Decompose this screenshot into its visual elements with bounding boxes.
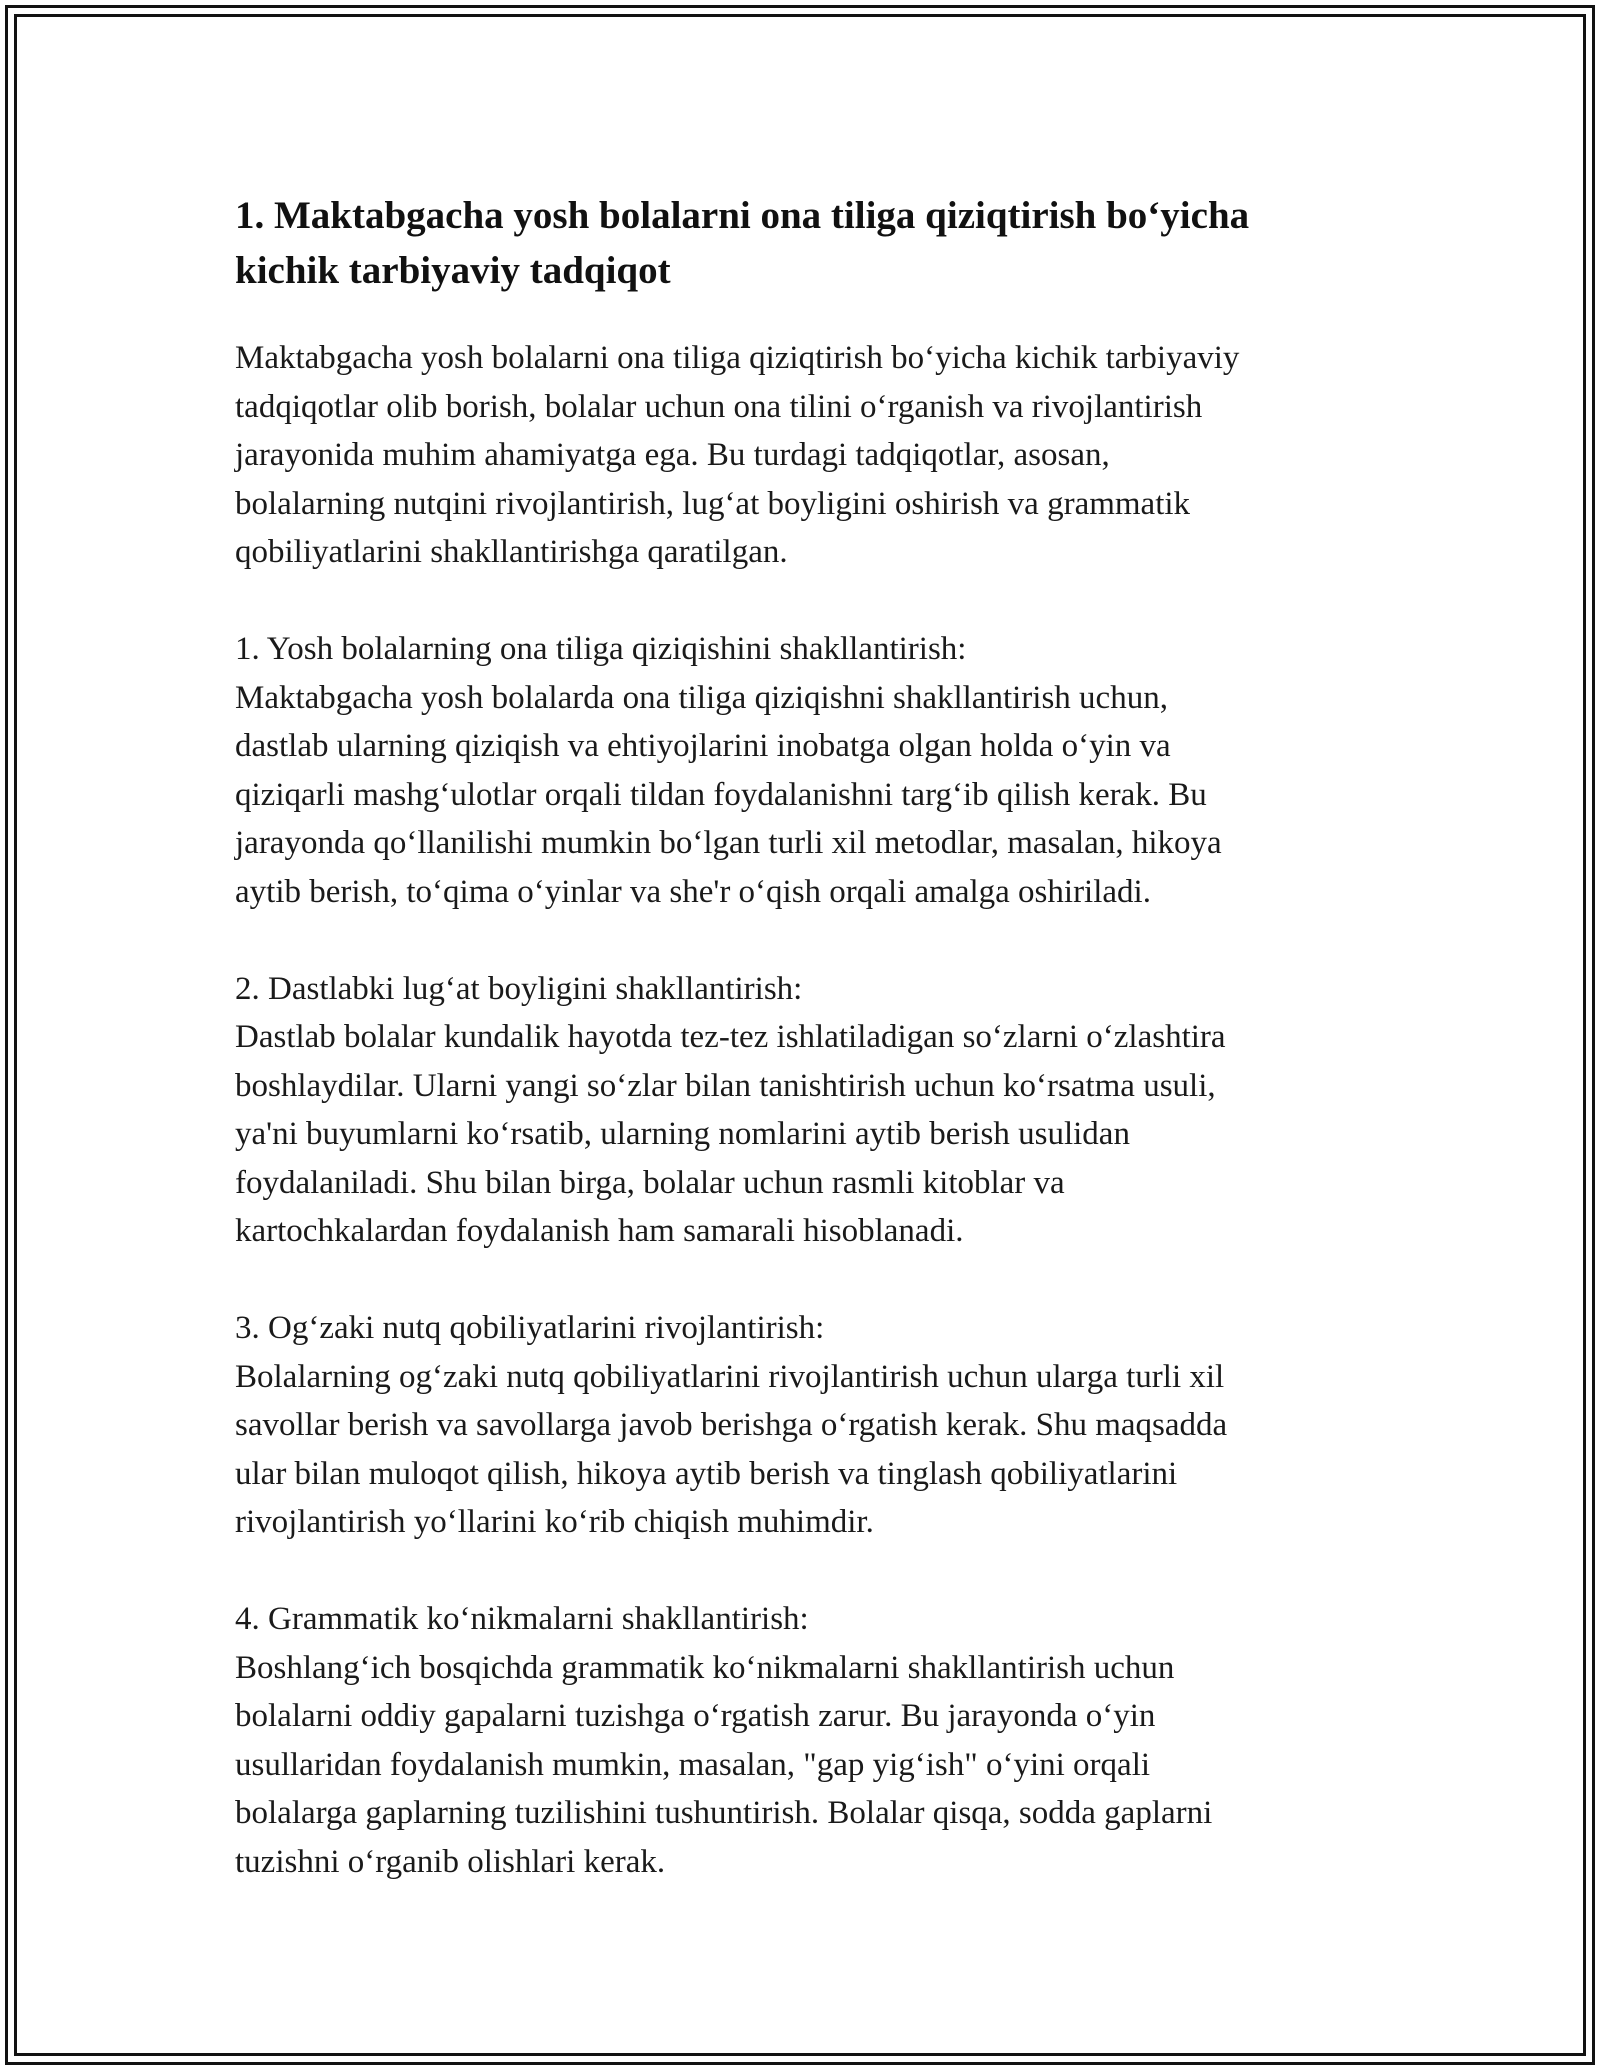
paragraph-spacer <box>235 577 1375 626</box>
section-body: Maktabgacha yosh bolalarda ona tiliga qiziqishni shakllantirish uchun, dastlab ularning qiziqish va ehtiyojlarini inobatga olgan holda o‘yin va qiziqarli mashg‘ulotlar orqali tildan foydalanishni targ‘ib qilish kerak. Bu jarayonda qo‘llanilishi mumkin bo‘lgan turli xil metodlar, masalan, hikoya aytib berish, to‘qima o‘yinlar va she'r o‘qish orqali amalga oshiriladi. <box>235 679 1222 910</box>
document-title: 1. Maktabgacha yosh bolalarni ona tiliga qiziqtirish bo‘yicha kichik tarbiyaviy tadqiqot <box>235 194 1250 292</box>
section-heading: 3. Og‘zaki nutq qobiliyatlarini rivojlantirish: <box>235 1310 825 1346</box>
paragraph-spacer <box>235 916 1375 965</box>
section-4 <box>235 1595 1375 1886</box>
section-1 <box>235 625 1375 916</box>
section-body: Bolalarning og‘zaki nutq qobiliyatlarini rivojlantirish uchun ularga turli xil savollar berish va savollarga javob berishga o‘rgatish kerak. Shu maqsadda ular bilan muloqot qilish, hikoya aytib berish va tinglash qobiliyatlarini rivojlantirish yo‘llarini ko‘rib chiqish muhimdir. <box>235 1358 1228 1540</box>
section-heading: 4. Grammatik ko‘nikmalarni shakllantirish: <box>235 1601 809 1637</box>
section-heading: 1. Yosh bolalarning ona tiliga qiziqishini shakllantirish: <box>235 631 967 667</box>
paragraph-spacer <box>235 1547 1375 1596</box>
intro-paragraph: Maktabgacha yosh bolalarni ona tiliga qiziqtirish bo‘yicha kichik tarbiyaviy tadqiqotlar olib borish, bolalar uchun ona tilini o‘rganish va rivojlantirish jarayonida muhim ahamiyatga ega. Bu turdagi tadqiqotlar, asosan, bolalarning nutqini rivojlantirish, lug‘at boyligini oshirish va grammatik qobiliyatlarini shakllantirishga qaratilgan. <box>235 340 1240 570</box>
section-body: Dastlab bolalar kundalik hayotda tez-tez ishlatiladigan so‘zlarni o‘zlashtira boshlaydilar. Ularni yangi so‘zlar bilan tanishtirish uchun ko‘rsatma usuli, ya'ni buyumlarni ko‘rsatib, ularning nomlarini aytib berish usulidan foydalaniladi. Shu bilan birga, bolalar uchun rasmli kitoblar va kartochkalardan foydalanish ham samarali hisoblanadi. <box>235 1019 1226 1249</box>
document-body <box>235 188 1375 1886</box>
section-3 <box>235 1304 1375 1547</box>
section-body: Boshlang‘ich bosqichda grammatik ko‘nikmalarni shakllantirish uchun bolalarni oddiy gapalarni tuzishga o‘rgatish zarur. Bu jarayonda o‘yin usullaridan foydalanish mumkin, masalan, "gap yig‘ish" o‘yini orqali bolalarga gaplarning tuzilishini tushuntirish. Bolalar qisqa, sodda gaplarni tuzishni o‘rganib olishlari kerak. <box>235 1649 1213 1880</box>
paragraph-spacer <box>235 1256 1375 1305</box>
section-2 <box>235 965 1375 1256</box>
section-heading: 2. Dastlabki lug‘at boyligini shakllantirish: <box>235 970 803 1007</box>
